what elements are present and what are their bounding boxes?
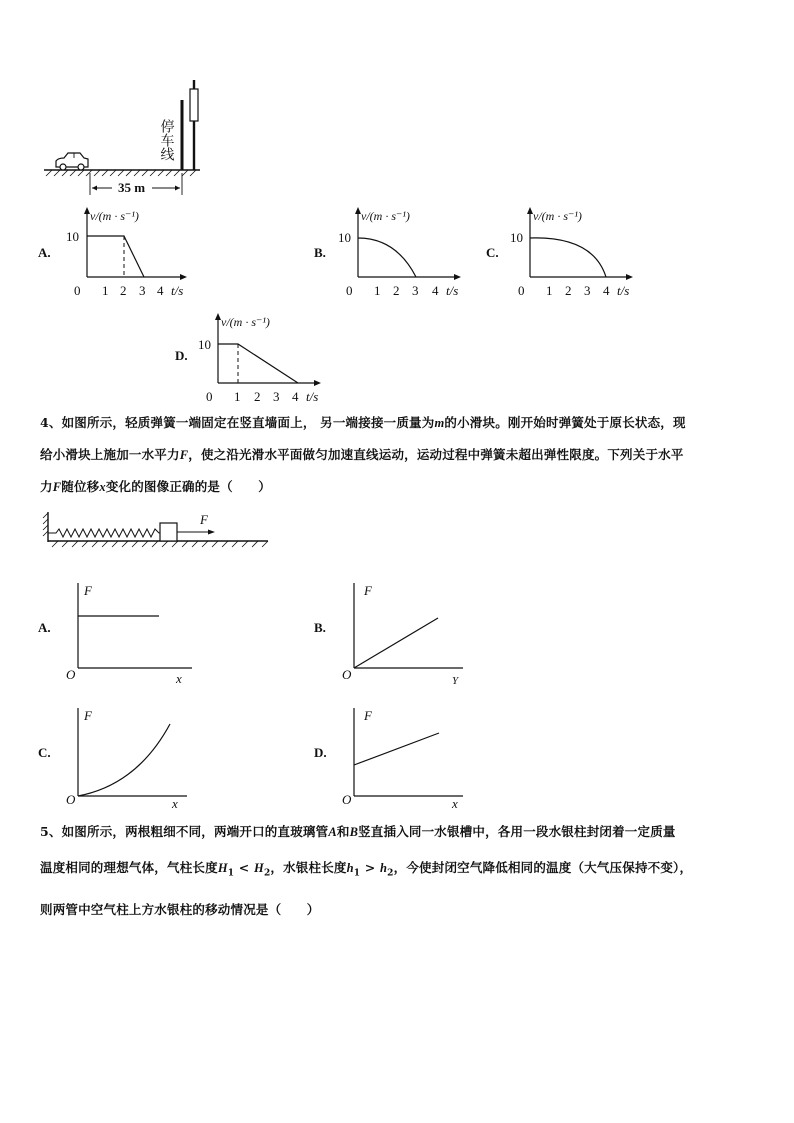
q3-option-a-label[interactable]: A. [38, 245, 51, 260]
x-tick-label: 0 [346, 283, 353, 298]
x-tick-label: 1 [102, 283, 109, 298]
x-tick-label: 3 [273, 389, 280, 404]
q4-line-1-end: 的小滑块。刚开始时弹簧处于原长状态，现 [444, 415, 686, 430]
spring-block-scene [40, 508, 275, 550]
origin-label: O [342, 792, 352, 807]
tube-b-symbol: B [349, 825, 359, 839]
subscript: 2 [387, 868, 394, 879]
less-than: < [234, 860, 254, 875]
x-tick-label: 0 [74, 283, 81, 298]
displacement-symbol: x [99, 480, 106, 494]
x-tick-label: 3 [412, 283, 419, 298]
x-tick-label: 4 [157, 283, 164, 298]
h1-symbol: H [217, 861, 228, 875]
q4-line-2: 给小滑块上施加一水平力 [40, 447, 180, 462]
car-icon [56, 153, 88, 170]
y-axis-label: F [84, 583, 92, 598]
x-tick-label: 2 [393, 283, 400, 298]
q5-line-3: 则两管中空气柱上方水银柱的移动情况是（ ） [40, 901, 320, 917]
greater-than: > [360, 860, 381, 875]
q5-line-2-end: ，今使封闭空气降低相同的温度（大气压保持不变）， [393, 860, 693, 875]
q4-graph-a [62, 575, 202, 685]
y-tick-label: 10 [338, 230, 351, 245]
q4-graph-c [62, 700, 202, 810]
q3-graph-d [196, 307, 336, 407]
y-axis-label: F [364, 583, 372, 598]
h2-small-symbol: h [380, 861, 388, 875]
y-unit-label: v/(m · s⁻¹) [221, 315, 270, 329]
q4-line-2-end: ，使之沿光滑水平面做匀加速直线运动，运动过程中弹簧未超出弹性限度。下列关于水平 [188, 447, 684, 462]
x-tick-label: 0 [206, 389, 213, 404]
q3-option-b-label[interactable]: B. [314, 245, 326, 260]
x-axis-label: t/s [446, 283, 459, 298]
y-unit-label: v/(m · s⁻¹) [361, 209, 410, 223]
x-tick-label: 2 [565, 283, 572, 298]
x-axis-label: x [176, 671, 182, 686]
q3-graph-b [336, 203, 476, 303]
q3-graph-c [508, 203, 648, 303]
q5-line-1-end: 竖直插入同一水银槽中，各用一段水银柱封闭着一定质量 [358, 824, 676, 839]
tube-a-symbol: A [328, 825, 337, 839]
stop-line-scene [40, 75, 220, 200]
x-axis-label: t/s [171, 283, 184, 298]
y-tick-label: 10 [198, 337, 211, 352]
force-symbol: F [179, 448, 189, 462]
y-tick-label: 10 [510, 230, 523, 245]
x-tick-label: 0 [518, 283, 525, 298]
q4-option-d-label[interactable]: D. [314, 745, 327, 760]
q4-line-3-mid: 随位移 [61, 479, 100, 494]
x-axis-label: x [172, 796, 178, 811]
q3-option-d-label[interactable]: D. [175, 348, 188, 363]
traffic-light-icon [190, 89, 198, 121]
origin-label: O [66, 792, 76, 807]
q3-graph-a [62, 203, 202, 303]
q4-question-text [40, 407, 760, 503]
force-symbol: F [52, 480, 62, 494]
x-axis-label: x [452, 796, 458, 811]
origin-label: O [66, 667, 76, 682]
x-tick-label: 4 [292, 389, 299, 404]
x-tick-label: 1 [374, 283, 381, 298]
q4-graph-d [338, 700, 478, 810]
x-tick-label: 4 [432, 283, 439, 298]
q4-line-3: 力 [40, 479, 53, 494]
x-tick-label: 4 [603, 283, 610, 298]
h1-small-symbol: h [346, 861, 354, 875]
x-tick-label: 3 [139, 283, 146, 298]
mass-symbol: m [434, 416, 445, 430]
subscript: 2 [263, 868, 271, 879]
h2-symbol: H [254, 861, 264, 875]
q5-line-2-mid: ，水银柱长度 [270, 860, 347, 875]
y-unit-label: v/(m · s⁻¹) [533, 209, 582, 223]
x-tick-label: 1 [234, 389, 241, 404]
q4-option-a-label[interactable]: A. [38, 620, 51, 635]
y-unit-label: v/(m · s⁻¹) [90, 209, 139, 223]
x-tick-label: 1 [546, 283, 553, 298]
q5-and: 和 [336, 824, 350, 839]
slider-block [160, 523, 177, 541]
x-tick-label: 2 [254, 389, 261, 404]
x-tick-label: 3 [584, 283, 591, 298]
x-axis-label: t/s [617, 283, 630, 298]
subscript: 1 [353, 868, 361, 879]
x-axis-label: t/s [306, 389, 319, 404]
q4-line-1: 4、如图所示，轻质弹簧一端固定在竖直墙面上， 另一端接接一质量为 [40, 415, 435, 430]
q4-graph-b [338, 575, 478, 685]
y-tick-label: 10 [66, 229, 79, 244]
y-axis-label: F [364, 708, 372, 723]
x-axis-label: Y [452, 675, 459, 687]
q3-option-c-label[interactable]: C. [486, 245, 499, 260]
q5-question-text [40, 814, 760, 927]
stop-line-label: 停车线 [158, 119, 174, 161]
force-label: F [200, 512, 208, 527]
q4-line-3-end: 变化的图像正确的是（ ） [105, 479, 271, 494]
distance-label: 35 m [118, 180, 146, 195]
y-axis-label: F [84, 708, 92, 723]
q4-option-b-label[interactable]: B. [314, 620, 326, 635]
q5-line-1: 5、如图所示，两根粗细不同，两端开口的直玻璃管 [40, 824, 329, 839]
q4-option-c-label[interactable]: C. [38, 745, 51, 760]
origin-label: O [342, 667, 352, 682]
subscript: 1 [227, 868, 235, 879]
spring-icon [48, 529, 160, 537]
x-tick-label: 2 [120, 283, 127, 298]
q5-line-2: 温度相同的理想气体，气柱长度 [40, 860, 218, 875]
